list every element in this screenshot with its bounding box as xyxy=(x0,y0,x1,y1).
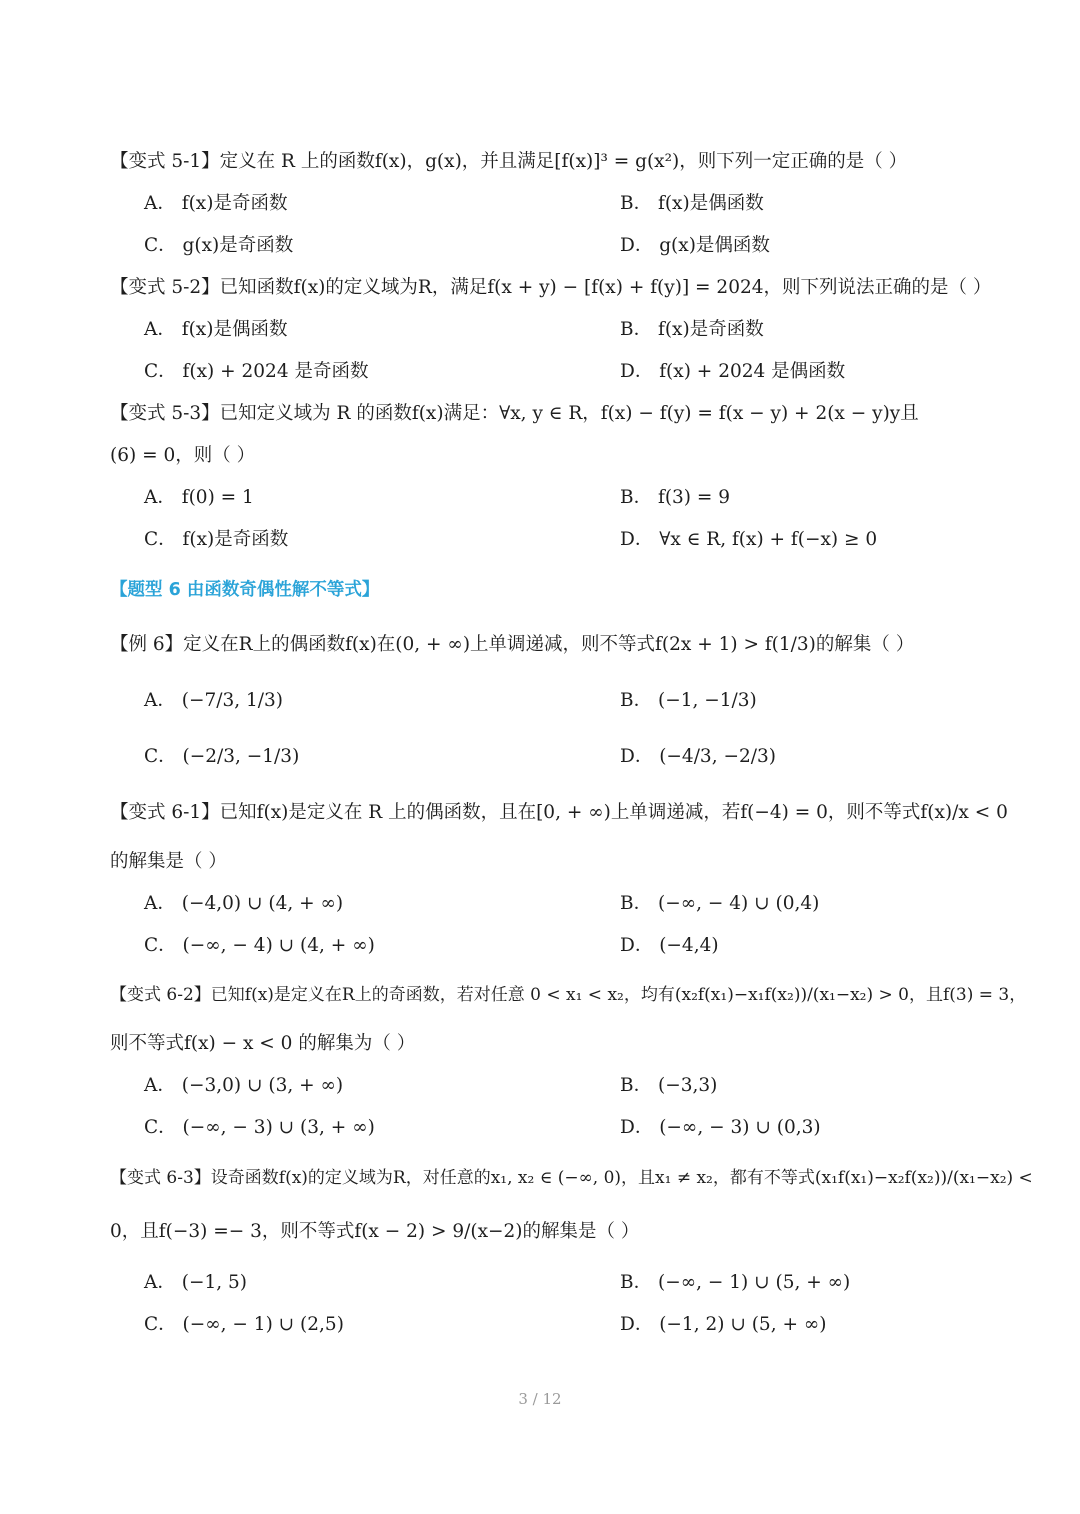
options-row xyxy=(144,486,1000,510)
option-a: A． f(x)是奇函数 xyxy=(144,193,288,214)
options-row xyxy=(144,234,1000,258)
question-6-2-cont: 则不等式f(x) − x < 0 的解集为（ ） xyxy=(110,1033,416,1054)
option-b: B． f(x)是奇函数 xyxy=(620,319,764,340)
option-d: D． g(x)是偶函数 xyxy=(620,235,770,256)
option-d: D． ∀x ∈ R, f(x) + f(−x) ≥ 0 xyxy=(620,529,878,550)
section-heading-6: 【题型 6 由函数奇偶性解不等式】 xyxy=(110,580,380,600)
option-d: D． (−4/3, −2/3) xyxy=(620,746,776,767)
option-a: A． f(0) = 1 xyxy=(144,487,254,508)
option-a: A． (−1, 5) xyxy=(144,1272,247,1293)
question-6-3-cont: 0，且f(−3) =− 3，则不等式f(x − 2) > 9/(x−2)的解集是（ ） xyxy=(110,1221,640,1242)
options-row xyxy=(144,1116,1000,1140)
option-a: A． (−4,0) ∪ (4, + ∞) xyxy=(144,893,344,914)
question-5-1: 【变式 5-1】定义在 R 上的函数f(x)，g(x)，并且满足[f(x)]³ = g(x²)，则下列一定正确的是（ ） xyxy=(110,151,908,172)
option-a: A． (−7/3, 1/3) xyxy=(144,690,283,711)
option-c: C． (−∞, − 3) ∪ (3, + ∞) xyxy=(144,1117,375,1138)
option-c: C． (−∞, − 1) ∪ (2,5) xyxy=(144,1314,344,1335)
option-a: A． (−3,0) ∪ (3, + ∞) xyxy=(144,1075,344,1096)
option-a: A． f(x)是偶函数 xyxy=(144,319,288,340)
options-row xyxy=(144,934,1000,958)
option-d: D． (−∞, − 3) ∪ (0,3) xyxy=(620,1117,821,1138)
option-b: B． (−∞, − 4) ∪ (0,4) xyxy=(620,893,820,914)
option-d: D． (−1, 2) ∪ (5, + ∞) xyxy=(620,1314,827,1335)
option-b: B． (−3,3) xyxy=(620,1075,718,1096)
question-6-1: 【变式 6-1】已知f(x)是定义在 R 上的偶函数，且在[0, + ∞)上单调递减，若f(−4) = 0，则不等式f(x)/x < 0 xyxy=(110,802,1008,823)
option-d: D． f(x) + 2024 是偶函数 xyxy=(620,361,846,382)
options-row xyxy=(144,318,1000,342)
options-row xyxy=(144,360,1000,384)
question-6-2: 【变式 6-2】已知f(x)是定义在R上的奇函数，若对任意 0 < x₁ < x₂，均有(x₂f(x₁)−x₁f(x₂))/(x₁−x₂) > 0，且f(3) = 3， xyxy=(110,985,1027,1005)
option-b: B． f(x)是偶函数 xyxy=(620,193,764,214)
options-row xyxy=(144,528,1000,552)
option-c: C． f(x)是奇函数 xyxy=(144,529,289,550)
options-row xyxy=(144,689,1000,713)
option-c: C． (−∞, − 4) ∪ (4, + ∞) xyxy=(144,935,375,956)
question-5-3: 【变式 5-3】已知定义域为 R 的函数f(x)满足：∀x, y ∈ R，f(x) − f(y) = f(x − y) + 2(x − y)y且 xyxy=(110,403,919,424)
page-number: 3 / 12 xyxy=(518,1390,562,1408)
options-row xyxy=(144,1271,1000,1295)
options-row xyxy=(144,192,1000,216)
example-6: 【例 6】定义在R上的偶函数f(x)在(0, + ∞)上单调递减，则不等式f(2x + 1) > f(1/3)的解集（ ） xyxy=(110,634,915,655)
options-row xyxy=(144,1074,1000,1098)
question-6-1-cont: 的解集是（ ） xyxy=(110,851,227,872)
option-c: C． g(x)是奇函数 xyxy=(144,235,294,256)
option-b: B． (−1, −1/3) xyxy=(620,690,757,711)
option-d: D． (−4,4) xyxy=(620,935,719,956)
option-b: B． f(3) = 9 xyxy=(620,487,731,508)
options-row xyxy=(144,1313,1000,1337)
question-5-2: 【变式 5-2】已知函数f(x)的定义域为R，满足f(x + y) − [f(x) + f(y)] = 2024，则下列说法正确的是（ ） xyxy=(110,277,992,298)
option-c: C． (−2/3, −1/3) xyxy=(144,746,300,767)
question-6-3: 【变式 6-3】设奇函数f(x)的定义域为R，对任意的x₁, x₂ ∈ (−∞, 0)，且x₁ ≠ x₂，都有不等式(x₁f(x₁)−x₂f(x₂))/(x₁−x₂) < xyxy=(110,1168,1033,1188)
option-c: C． f(x) + 2024 是奇函数 xyxy=(144,361,369,382)
option-b: B． (−∞, − 1) ∪ (5, + ∞) xyxy=(620,1272,851,1293)
question-5-3-cont: (6) = 0，则（ ） xyxy=(110,445,256,466)
options-row xyxy=(144,892,1000,916)
options-row xyxy=(144,745,1000,769)
